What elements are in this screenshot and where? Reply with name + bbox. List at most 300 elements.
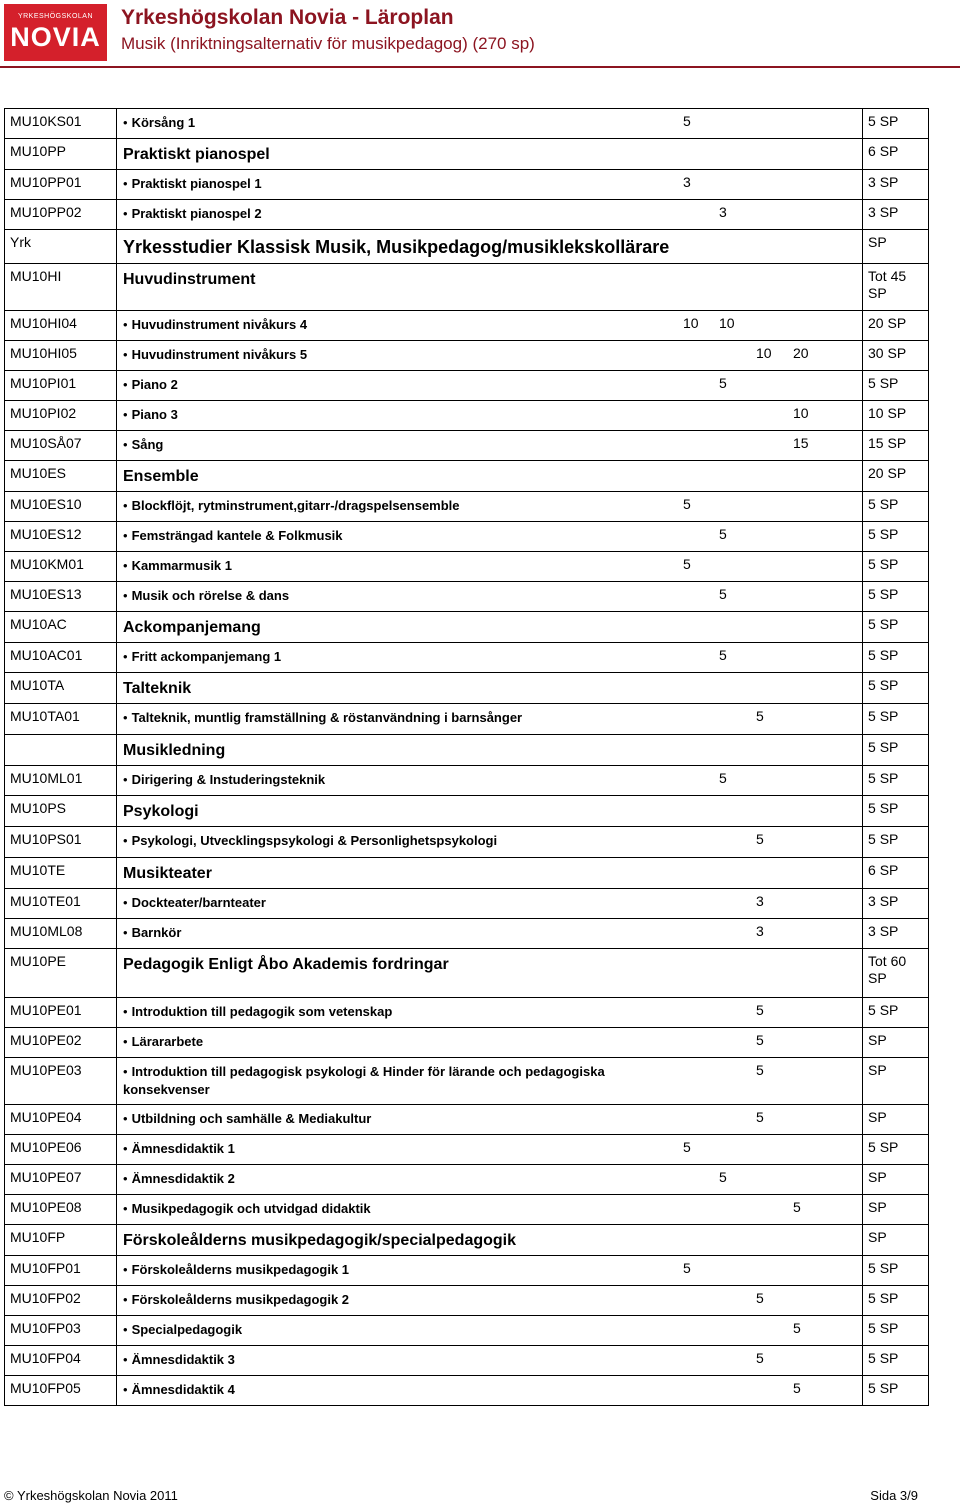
- sub-course: [123, 832, 858, 850]
- bullet-icon: •: [123, 895, 128, 910]
- credits-total: 3 SP: [863, 170, 929, 200]
- credits-total: 3 SP: [863, 919, 929, 949]
- table-row: [5, 889, 929, 919]
- table-row: [5, 919, 929, 949]
- sub-course: [123, 1110, 858, 1128]
- course-code: MU10PS: [5, 796, 117, 827]
- table-row: [5, 492, 929, 522]
- course-name-cell: [117, 1028, 863, 1058]
- sub-course: [123, 1200, 858, 1218]
- bullet-icon: •: [123, 1262, 128, 1277]
- period-credit: 3: [756, 893, 764, 909]
- course-code: MU10PE04: [5, 1105, 117, 1135]
- bullet-icon: •: [123, 176, 128, 191]
- document-subtitle: Musik (Inriktningsalternativ för musikpedagog) (270 sp): [121, 34, 535, 53]
- bullet-icon: •: [123, 347, 128, 362]
- period-credit: 5: [756, 1032, 764, 1048]
- course-code: MU10FP05: [5, 1376, 117, 1406]
- credits-total: 5 SP: [863, 1316, 929, 1346]
- course-name-cell: [117, 311, 863, 341]
- period-credit: 10: [756, 345, 772, 361]
- sub-course: [123, 527, 858, 545]
- sub-course: [123, 894, 858, 912]
- period-credit: 5: [756, 1002, 764, 1018]
- bullet-icon: •: [123, 206, 128, 221]
- course-name-cell: [117, 371, 863, 401]
- credits-total: SP: [863, 230, 929, 264]
- course-code: MU10ES13: [5, 582, 117, 612]
- credits-total: 3 SP: [863, 200, 929, 230]
- course-name: Introduktion till pedagogik som vetenskap: [131, 1004, 393, 1019]
- table-row: [5, 1346, 929, 1376]
- course-code: MU10FP: [5, 1225, 117, 1256]
- sub-course: [123, 648, 858, 666]
- curriculum-table: [4, 108, 929, 1406]
- period-credit: 5: [756, 1350, 764, 1366]
- course-code: MU10PI01: [5, 371, 117, 401]
- course-code: MU10AC01: [5, 643, 117, 673]
- bullet-icon: •: [123, 1064, 128, 1079]
- table-row: [5, 1135, 929, 1165]
- credits-total: 5 SP: [863, 552, 929, 582]
- course-name: Utbildning och samhälle & Mediakultur: [131, 1111, 372, 1126]
- period-credit: 5: [683, 556, 691, 572]
- table-row: [5, 1256, 929, 1286]
- course-group-name: Musikteater: [123, 865, 212, 882]
- course-name: Praktiskt pianospel 1: [131, 176, 262, 191]
- course-code: MU10ES10: [5, 492, 117, 522]
- period-credit: 5: [719, 770, 727, 786]
- sub-course: [123, 346, 858, 364]
- course-name: Huvudinstrument nivåkurs 4: [131, 317, 308, 332]
- period-credit: 10: [793, 405, 809, 421]
- bullet-icon: •: [123, 1111, 128, 1126]
- credits-total: 5 SP: [863, 1376, 929, 1406]
- credits-total: 5 SP: [863, 1135, 929, 1165]
- sub-course: [123, 1381, 858, 1399]
- course-name: Förskoleålderns musikpedagogik 2: [131, 1292, 350, 1307]
- period-credit: 3: [756, 923, 764, 939]
- course-name: Piano 2: [131, 377, 178, 392]
- course-name-cell: [117, 1225, 863, 1256]
- bullet-icon: •: [123, 498, 128, 513]
- course-name: Barnkör: [131, 925, 182, 940]
- credits-total: 6 SP: [863, 139, 929, 170]
- credits-total: 3 SP: [863, 889, 929, 919]
- course-code: MU10PP02: [5, 200, 117, 230]
- sub-course: [123, 1033, 858, 1051]
- table-row: [5, 766, 929, 796]
- sub-course: [123, 1170, 858, 1188]
- course-group-name: Psykologi: [123, 803, 199, 820]
- sub-course: [123, 1351, 858, 1369]
- course-code: MU10ES: [5, 461, 117, 492]
- course-code: MU10HI04: [5, 311, 117, 341]
- credits-total: 5 SP: [863, 1286, 929, 1316]
- bullet-icon: •: [123, 407, 128, 422]
- course-code: MU10PE01: [5, 998, 117, 1028]
- sub-course: [123, 924, 858, 942]
- document-title: Yrkeshögskolan Novia - Läroplan: [121, 6, 454, 29]
- course-name: Kammarmusik 1: [131, 558, 233, 573]
- table-row: [5, 735, 929, 766]
- sub-course: [123, 1261, 858, 1279]
- credits-total: Tot 45 SP: [863, 264, 929, 311]
- bullet-icon: •: [123, 710, 128, 725]
- period-credit: 20: [793, 345, 809, 361]
- table-row: [5, 612, 929, 643]
- course-name: Ämnesdidaktik 4: [131, 1382, 235, 1397]
- credits-total: 5 SP: [863, 371, 929, 401]
- period-credit: 10: [683, 315, 699, 331]
- logo-main-text: NOVIA: [10, 22, 101, 52]
- course-name: Dockteater/barnteater: [131, 895, 266, 910]
- sub-course: [123, 1291, 858, 1309]
- course-code: [5, 735, 117, 766]
- course-code: MU10KM01: [5, 552, 117, 582]
- period-credit: 10: [719, 315, 735, 331]
- course-name: Fritt ackompanjemang 1: [131, 649, 282, 664]
- table-row: [5, 461, 929, 492]
- table-row: [5, 139, 929, 170]
- course-code: MU10TA01: [5, 704, 117, 735]
- bullet-icon: •: [123, 1352, 128, 1367]
- course-name-cell: [117, 1256, 863, 1286]
- course-name-cell: [117, 522, 863, 552]
- period-credit: 5: [793, 1320, 801, 1336]
- course-code: MU10PE07: [5, 1165, 117, 1195]
- bullet-icon: •: [123, 437, 128, 452]
- course-name-cell: [117, 401, 863, 431]
- course-name: Piano 3: [131, 407, 178, 422]
- course-name-cell: [117, 341, 863, 371]
- sub-course: [123, 557, 858, 575]
- credits-total: 5 SP: [863, 522, 929, 552]
- credits-total: 15 SP: [863, 431, 929, 461]
- bullet-icon: •: [123, 1141, 128, 1156]
- course-name-cell: [117, 1286, 863, 1316]
- course-name: Musik och rörelse & dans: [131, 588, 290, 603]
- footer-copyright: © Yrkeshögskolan Novia 2011: [4, 1488, 178, 1503]
- course-name: Talteknik, muntlig framställning & röstanvändning i barnsånger: [131, 710, 523, 725]
- course-name-cell: [117, 1105, 863, 1135]
- table-row: [5, 1316, 929, 1346]
- table-row: [5, 1105, 929, 1135]
- sub-course: [123, 771, 858, 789]
- table-row: [5, 522, 929, 552]
- period-credit: 5: [793, 1199, 801, 1215]
- course-code: MU10HI05: [5, 341, 117, 371]
- course-code: MU10TE: [5, 858, 117, 889]
- course-code: MU10PE08: [5, 1195, 117, 1225]
- logo-small-text: YRKESHÖGSKOLAN: [17, 13, 94, 20]
- bullet-icon: •: [123, 833, 128, 848]
- course-code: MU10PE: [5, 949, 117, 998]
- credits-total: 5 SP: [863, 612, 929, 643]
- credits-total: 5 SP: [863, 998, 929, 1028]
- sub-course: [123, 1321, 858, 1339]
- course-code: MU10PE02: [5, 1028, 117, 1058]
- table-row: [5, 1165, 929, 1195]
- course-code: MU10FP02: [5, 1286, 117, 1316]
- sub-course: [123, 316, 858, 334]
- sub-course: [123, 175, 858, 193]
- course-group-name: Ackompanjemang: [123, 619, 261, 636]
- course-name: Huvudinstrument nivåkurs 5: [131, 347, 308, 362]
- period-credit: 5: [756, 708, 764, 724]
- table-row: [5, 371, 929, 401]
- period-credit: 5: [719, 375, 727, 391]
- course-name: Ämnesdidaktik 1: [131, 1141, 235, 1156]
- bullet-icon: •: [123, 1171, 128, 1186]
- credits-total: 5 SP: [863, 492, 929, 522]
- course-group-name: Pedagogik Enligt Åbo Akademis fordringar: [123, 956, 449, 973]
- table-row: [5, 341, 929, 371]
- period-credit: 5: [756, 1290, 764, 1306]
- table-row: [5, 264, 929, 311]
- credits-total: SP: [863, 1028, 929, 1058]
- course-group-name: Musikledning: [123, 742, 226, 759]
- credits-total: 5 SP: [863, 109, 929, 139]
- course-name-cell: [117, 139, 863, 170]
- course-name-cell: [117, 766, 863, 796]
- bullet-icon: •: [123, 588, 128, 603]
- sub-course: [123, 436, 858, 454]
- period-credit: 5: [756, 831, 764, 847]
- course-name: Blockflöjt, rytminstrument,gitarr-/dragspelsensemble: [131, 498, 460, 513]
- credits-total: 20 SP: [863, 461, 929, 492]
- period-credit: 5: [719, 647, 727, 663]
- bullet-icon: •: [123, 1322, 128, 1337]
- period-credit: 5: [793, 1380, 801, 1396]
- course-name: Psykologi, Utvecklingspsykologi & Personlighetspsykologi: [131, 833, 498, 848]
- credits-total: SP: [863, 1225, 929, 1256]
- period-credit: 5: [683, 113, 691, 129]
- credits-total: SP: [863, 1165, 929, 1195]
- period-credit: 5: [683, 1260, 691, 1276]
- course-name: Introduktion till pedagogisk psykologi & Hinder för lärande och pedagogiska konsekvenser: [123, 1064, 605, 1097]
- course-name-cell: [117, 200, 863, 230]
- credits-total: SP: [863, 1195, 929, 1225]
- course-name-cell: [117, 998, 863, 1028]
- credits-total: 5 SP: [863, 1346, 929, 1376]
- sub-course: [123, 709, 858, 727]
- table-row: [5, 1286, 929, 1316]
- course-name-cell: [117, 949, 863, 998]
- table-row: [5, 1028, 929, 1058]
- course-code: MU10HI: [5, 264, 117, 311]
- table-row: [5, 998, 929, 1028]
- course-group-name: Praktiskt pianospel: [123, 146, 270, 163]
- credits-total: 5 SP: [863, 673, 929, 704]
- credits-total: SP: [863, 1105, 929, 1135]
- period-credit: 5: [683, 496, 691, 512]
- bullet-icon: •: [123, 1382, 128, 1397]
- bullet-icon: •: [123, 1034, 128, 1049]
- course-name-cell: [117, 230, 863, 264]
- course-name-cell: [117, 109, 863, 139]
- table-row: [5, 858, 929, 889]
- course-code: MU10TE01: [5, 889, 117, 919]
- table-row: [5, 552, 929, 582]
- table-row: [5, 1225, 929, 1256]
- course-name-cell: [117, 796, 863, 827]
- bullet-icon: •: [123, 649, 128, 664]
- sub-course: [123, 497, 858, 515]
- period-credit: 5: [756, 1109, 764, 1125]
- course-name: Ämnesdidaktik 3: [131, 1352, 235, 1367]
- table-row: [5, 311, 929, 341]
- bullet-icon: •: [123, 317, 128, 332]
- course-name-cell: [117, 431, 863, 461]
- credits-total: 6 SP: [863, 858, 929, 889]
- bullet-icon: •: [123, 1201, 128, 1216]
- footer-page-number: Sida 3/9: [870, 1488, 918, 1503]
- page-header: [0, 0, 960, 68]
- course-code: MU10KS01: [5, 109, 117, 139]
- table-row: [5, 643, 929, 673]
- table-row: [5, 1058, 929, 1105]
- course-code: MU10ES12: [5, 522, 117, 552]
- credits-total: 30 SP: [863, 341, 929, 371]
- table-row: [5, 1376, 929, 1406]
- table-row: [5, 200, 929, 230]
- credits-total: 5 SP: [863, 766, 929, 796]
- period-credit: 5: [719, 586, 727, 602]
- course-code: MU10FP01: [5, 1256, 117, 1286]
- course-code: MU10ML01: [5, 766, 117, 796]
- bullet-icon: •: [123, 1292, 128, 1307]
- course-name-cell: [117, 1376, 863, 1406]
- table-row: [5, 109, 929, 139]
- course-code: MU10PP01: [5, 170, 117, 200]
- course-name: Femsträngad kantele & Folkmusik: [131, 528, 343, 543]
- table-row: [5, 704, 929, 735]
- bullet-icon: •: [123, 528, 128, 543]
- table-row: [5, 949, 929, 998]
- course-group-name: Yrkesstudier Klassisk Musik, Musikpedagog/musiklekskollärare: [123, 237, 670, 257]
- period-credit: 5: [683, 1139, 691, 1155]
- table-row: [5, 827, 929, 858]
- credits-total: Tot 60 SP: [863, 949, 929, 998]
- course-name: Sång: [131, 437, 164, 452]
- course-code: MU10PS01: [5, 827, 117, 858]
- table-row: [5, 796, 929, 827]
- sub-course: [123, 406, 858, 424]
- table-row: [5, 1195, 929, 1225]
- course-name: Musikpedagogik och utvidgad didaktik: [131, 1201, 371, 1216]
- credits-total: 5 SP: [863, 582, 929, 612]
- bullet-icon: •: [123, 558, 128, 573]
- period-credit: 5: [719, 526, 727, 542]
- sub-course: [123, 1003, 858, 1021]
- period-credit: 15: [793, 435, 809, 451]
- period-credit: 5: [756, 1062, 764, 1078]
- course-code: MU10TA: [5, 673, 117, 704]
- course-group-name: Talteknik: [123, 680, 192, 697]
- course-name: Lärararbete: [131, 1034, 204, 1049]
- sub-course: [123, 114, 858, 132]
- course-name: Specialpedagogik: [131, 1322, 243, 1337]
- bullet-icon: •: [123, 377, 128, 392]
- course-name-cell: [117, 858, 863, 889]
- course-code: MU10SÅ07: [5, 431, 117, 461]
- course-name-cell: [117, 170, 863, 200]
- course-name-cell: [117, 919, 863, 949]
- period-credit: 3: [719, 204, 727, 220]
- credits-total: 5 SP: [863, 827, 929, 858]
- course-name-cell: [117, 643, 863, 673]
- course-name: Ämnesdidaktik 2: [131, 1171, 235, 1186]
- sub-course: [123, 1140, 858, 1158]
- table-row: [5, 582, 929, 612]
- course-name: Praktiskt pianospel 2: [131, 206, 262, 221]
- course-name-cell: [117, 552, 863, 582]
- course-name-cell: [117, 1346, 863, 1376]
- course-name-cell: [117, 582, 863, 612]
- sub-course: [123, 376, 858, 394]
- course-name-cell: [117, 735, 863, 766]
- credits-total: 5 SP: [863, 1256, 929, 1286]
- credits-total: 20 SP: [863, 311, 929, 341]
- course-name-cell: [117, 673, 863, 704]
- sub-course: [123, 1063, 613, 1099]
- course-group-name: Huvudinstrument: [123, 271, 256, 288]
- course-code: MU10FP03: [5, 1316, 117, 1346]
- course-name-cell: [117, 704, 863, 735]
- table-row: [5, 401, 929, 431]
- table-row: [5, 431, 929, 461]
- novia-logo: [4, 4, 107, 61]
- course-code: MU10PI02: [5, 401, 117, 431]
- course-code: MU10PP: [5, 139, 117, 170]
- table-row: [5, 673, 929, 704]
- course-name-cell: [117, 1165, 863, 1195]
- table-row: [5, 230, 929, 264]
- course-name-cell: [117, 492, 863, 522]
- course-code: Yrk: [5, 230, 117, 264]
- course-code: MU10ML08: [5, 919, 117, 949]
- course-code: MU10PE03: [5, 1058, 117, 1105]
- bullet-icon: •: [123, 1004, 128, 1019]
- credits-total: 10 SP: [863, 401, 929, 431]
- course-code: MU10AC: [5, 612, 117, 643]
- course-name-cell: [117, 461, 863, 492]
- table-row: [5, 170, 929, 200]
- course-code: MU10PE06: [5, 1135, 117, 1165]
- bullet-icon: •: [123, 115, 128, 130]
- course-name-cell: [117, 1195, 863, 1225]
- course-name: Körsång 1: [131, 115, 196, 130]
- sub-course: [123, 205, 858, 223]
- sub-course: [123, 587, 858, 605]
- header-rule: [0, 66, 960, 68]
- course-name-cell: [117, 1058, 863, 1105]
- course-name-cell: [117, 827, 863, 858]
- curriculum-table-body: [5, 109, 929, 1406]
- credits-total: 5 SP: [863, 704, 929, 735]
- period-credit: 3: [683, 174, 691, 190]
- credits-total: SP: [863, 1058, 929, 1105]
- course-name-cell: [117, 889, 863, 919]
- credits-total: 5 SP: [863, 643, 929, 673]
- course-group-name: Ensemble: [123, 468, 199, 485]
- credits-total: 5 SP: [863, 796, 929, 827]
- course-name-cell: [117, 1316, 863, 1346]
- course-name-cell: [117, 612, 863, 643]
- course-code: MU10FP04: [5, 1346, 117, 1376]
- credits-total: 5 SP: [863, 735, 929, 766]
